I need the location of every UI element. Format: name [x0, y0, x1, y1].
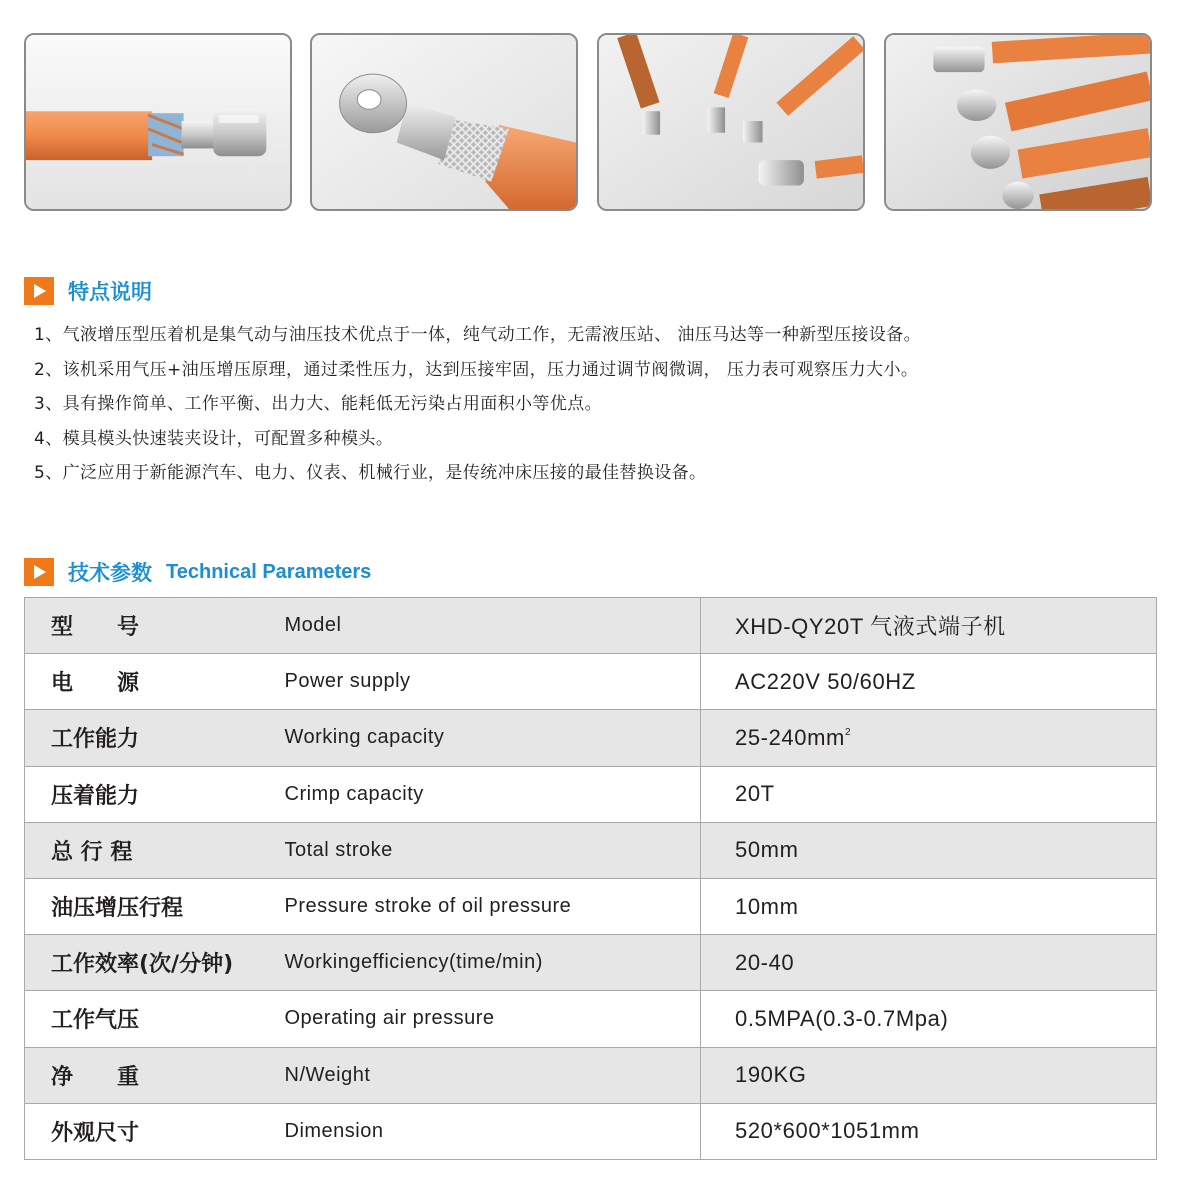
param-value: 20-40: [701, 935, 1157, 991]
param-value: 50mm: [701, 822, 1157, 878]
table-row: [25, 1047, 1157, 1103]
param-name-en: Crimp capacity: [275, 766, 701, 822]
params-title-en: Technical Parameters: [166, 560, 372, 583]
feature-item: 3、具有操作简单、工作平衡、出力大、能耗低无污染占用面积小等优点。: [34, 394, 603, 415]
param-name-en: Power supply: [275, 654, 701, 710]
param-name-en: Operating air pressure: [275, 991, 701, 1047]
photo-cable-tube-terminal: [24, 33, 292, 211]
param-value: XHD-QY20T 气液式端子机: [701, 598, 1157, 654]
param-value: 0.5MPA(0.3-0.7Mpa): [701, 991, 1157, 1047]
photo-ring-terminals-closeup: [884, 33, 1152, 211]
table-row: [25, 935, 1157, 991]
param-name-cn: 工作效率(次/分钟): [25, 935, 275, 991]
table-row: [25, 654, 1157, 710]
param-name-en: N/Weight: [275, 1047, 701, 1103]
param-name-cn: 工作气压: [25, 991, 275, 1047]
param-name-cn: 外观尺寸: [25, 1103, 275, 1159]
feature-item: 1、气液增压型压着机是集气动与油压技术优点于一体，纯气动工作，无需液压站、 油压马达等一种新型压接设备。: [34, 325, 922, 345]
param-value: AC220V 50/60HZ: [701, 654, 1157, 710]
params-title-cn: 技术参数: [68, 561, 152, 585]
feature-item: 4、模具模头快速装夹设计，可配置多种模头。: [34, 428, 394, 449]
table-row: [25, 1103, 1157, 1159]
table-row: [25, 878, 1157, 934]
param-name-cn: 压着能力: [25, 766, 275, 822]
param-name-cn: 净 重: [25, 1047, 275, 1103]
param-name-cn: 电 源: [25, 654, 275, 710]
table-row: [25, 822, 1157, 878]
param-name-en: Workingefficiency(time/min): [275, 935, 701, 991]
param-name-en: Model: [275, 598, 701, 654]
params-section-heading: [24, 558, 371, 586]
param-name-en: Dimension: [275, 1103, 701, 1159]
table-row: [25, 598, 1157, 654]
photo-multiple-cable-assemblies: [597, 33, 865, 211]
param-name-en: Working capacity: [275, 710, 701, 766]
param-name-cn: 总 行 程: [25, 822, 275, 878]
param-name-en: Total stroke: [275, 822, 701, 878]
param-value: 10mm: [701, 878, 1157, 934]
param-value: 20T: [701, 766, 1157, 822]
param-value: 520*600*1051mm: [701, 1103, 1157, 1159]
param-name-cn: 工作能力: [25, 710, 275, 766]
features-section-heading: [24, 277, 152, 305]
table-row: [25, 766, 1157, 822]
param-value-cell: [701, 710, 1157, 766]
superscript-unit: 2: [844, 726, 852, 738]
play-arrow-icon: [24, 558, 54, 586]
param-name-en: Pressure stroke of oil pressure: [275, 878, 701, 934]
feature-item: 5、广泛应用于新能源汽车、电力、仪表、机械行业，是传统冲床压接的最佳替换设备。: [34, 463, 707, 484]
play-arrow-icon: [24, 277, 54, 305]
table-row: [25, 991, 1157, 1047]
feature-item: 2、该机采用气压+油压增压原理，通过柔性压力，达到压接牢固，压力通过调节阀微调， 压力表可观察压力大小。: [34, 359, 919, 380]
photo-ring-terminal-braided-cable: [310, 33, 578, 211]
param-name-cn: 型 号: [25, 598, 275, 654]
param-name-cn: 油压增压行程: [25, 878, 275, 934]
table-row: [25, 710, 1157, 766]
features-title: 特点说明: [68, 280, 152, 304]
param-value: 190KG: [701, 1047, 1157, 1103]
param-value: 25-240mm: [735, 724, 845, 750]
features-list: [34, 318, 1174, 491]
technical-parameters-table: [24, 597, 1157, 1160]
